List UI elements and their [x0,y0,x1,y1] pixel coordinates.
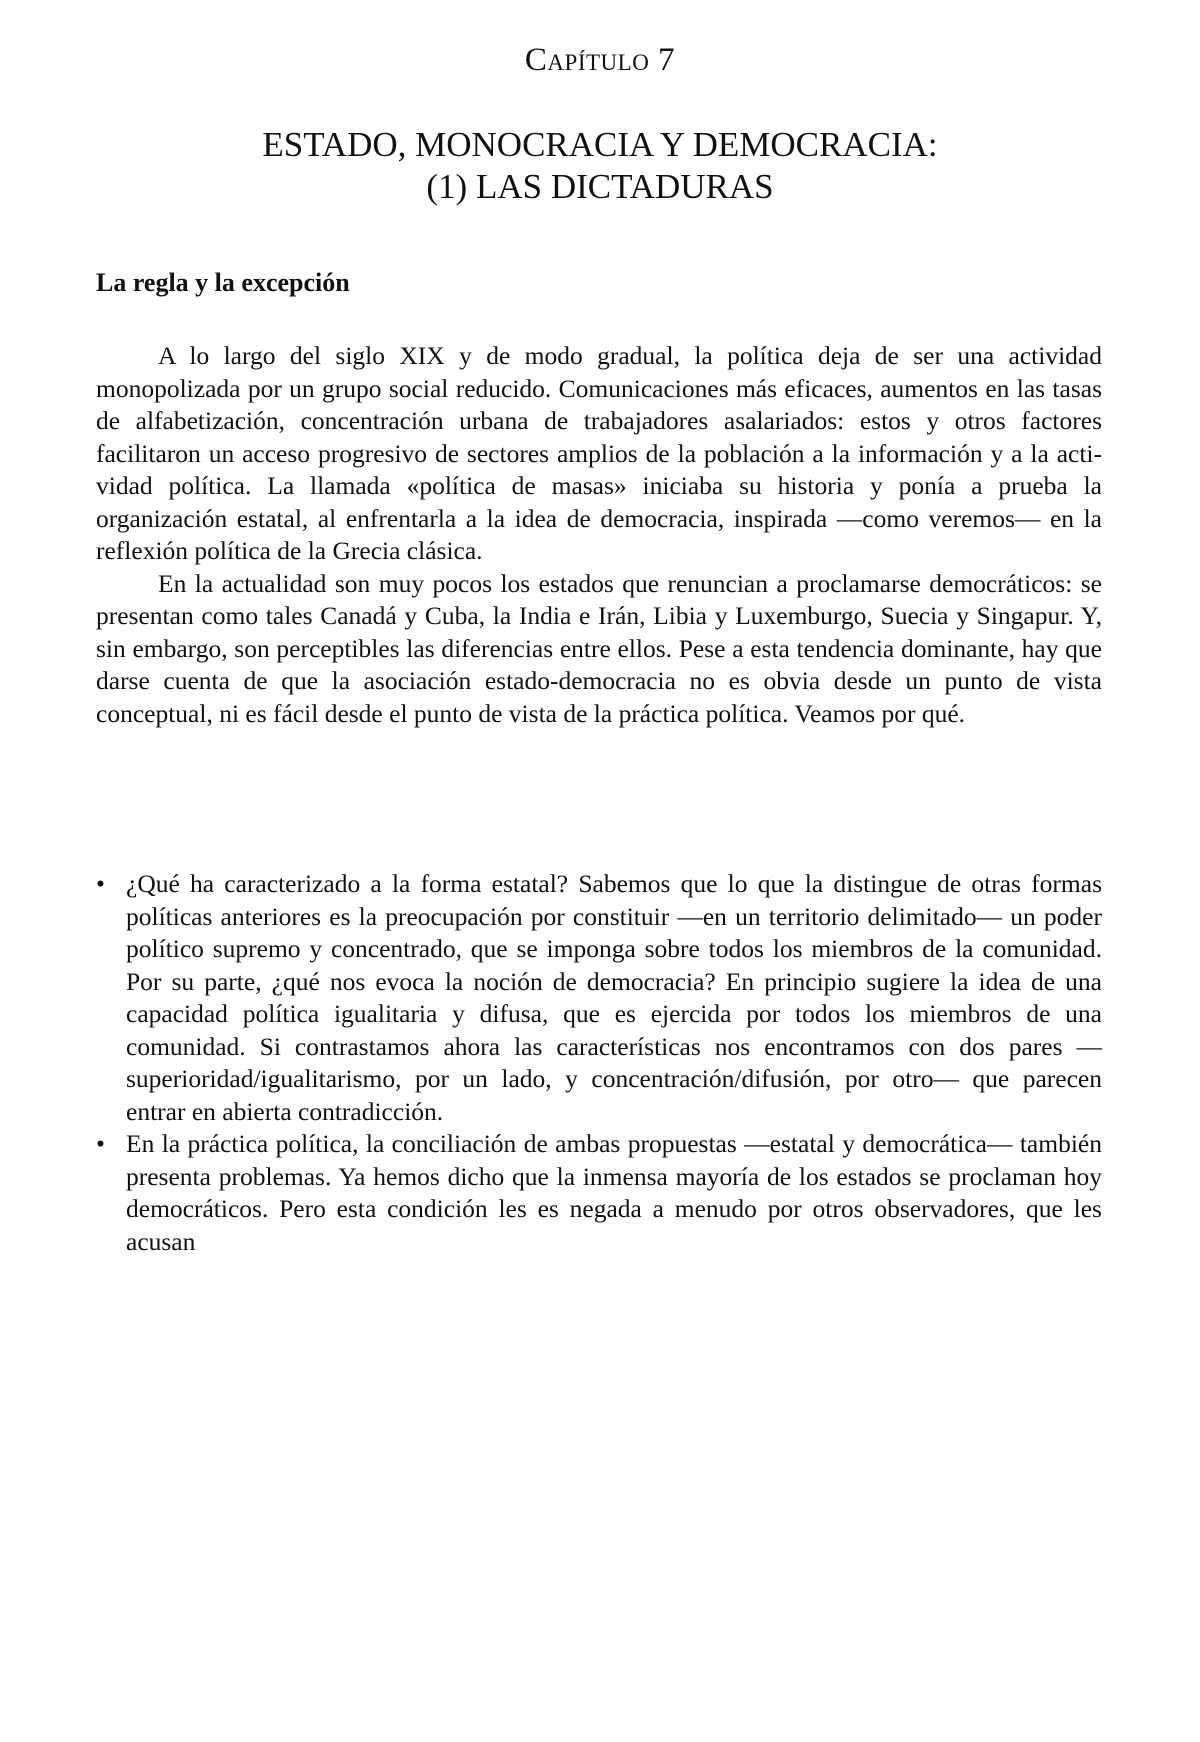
chapter-title-line-2: (1) LAS DICTADURAS [426,167,774,206]
body-text [96,340,1102,730]
bullet-marker: • [96,1129,105,1158]
section-heading: La regla y la excepción [96,268,350,297]
bullet-list [96,868,1102,1258]
bullet-item [96,1128,1102,1258]
paragraph: En la actualidad son muy pocos los estados que renuncian a proclamarse democráticos: se presentan como tales Canadá y Cuba, la India e Irán, Libia y Luxemburgo, Suecia y Singapur. Y, sin embargo, son perceptibles las diferencias entre ellos. Pese a esta tendencia dominante, hay que darse cuenta de que la asociación estado-democracia no es obvia desde un punto de vista conceptual, ni es fácil desde el punto de vista de la práctica política. Veamos por qué. [96,568,1102,728]
paragraph: A lo largo del siglo XIX y de modo gradual, la política deja de ser una actividad monopolizada por un grupo social reducido. Comunicaciones más eficaces, aumentos en las tasas de alfabetización, concentración urbana de trabajadores asalariados: estos y otros factores facilitaron un acceso progresivo de sectores amplios de la población a la información y a la actividad política. La llamada «política de masas» iniciaba su historia y ponía a prueba la organización estatal, al enfrentarla a la idea de democracia, inspirada —como veremos— en la reflexión política de la Grecia clásica. [96,341,1102,565]
chapter-title-line-1: ESTADO, MONOCRACIA Y DEMOCRACIA: [262,125,938,164]
chapter-title [0,124,1200,208]
bullet-text: En la práctica política, la conciliación de ambas propuestas —estatal y democrática— también presenta problemas. Ya hemos dicho que la inmensa mayoría de los estados se proclaman hoy democráticos. Pero esta condición les es negada a menudo por otros observadores, que les acusan [126,1129,1102,1256]
bullet-item [96,868,1102,1128]
bullet-text: ¿Qué ha caracterizado a la forma estatal? Sabemos que lo que la distingue de otras formas políticas anteriores es la preocupación por constituir —en un territorio delimitado— un poder político supremo y concentrado, que se imponga sobre todos los miembros de la comunidad. Por su parte, ¿qué nos evoca la noción de democracia? En principio sugiere la idea de una capacidad política igualitaria y difusa, que es ejercida por todos los miembros de una comunidad. Si contrastamos ahora las características nos encontramos con dos pares —superioridad/igualitarismo, por un lado, y concentración/difusión, por otro— que parecen entrar en abierta contradicción. [126,869,1102,1126]
bullet-marker: • [96,869,105,898]
chapter-label: Capítulo 7 [524,42,676,78]
